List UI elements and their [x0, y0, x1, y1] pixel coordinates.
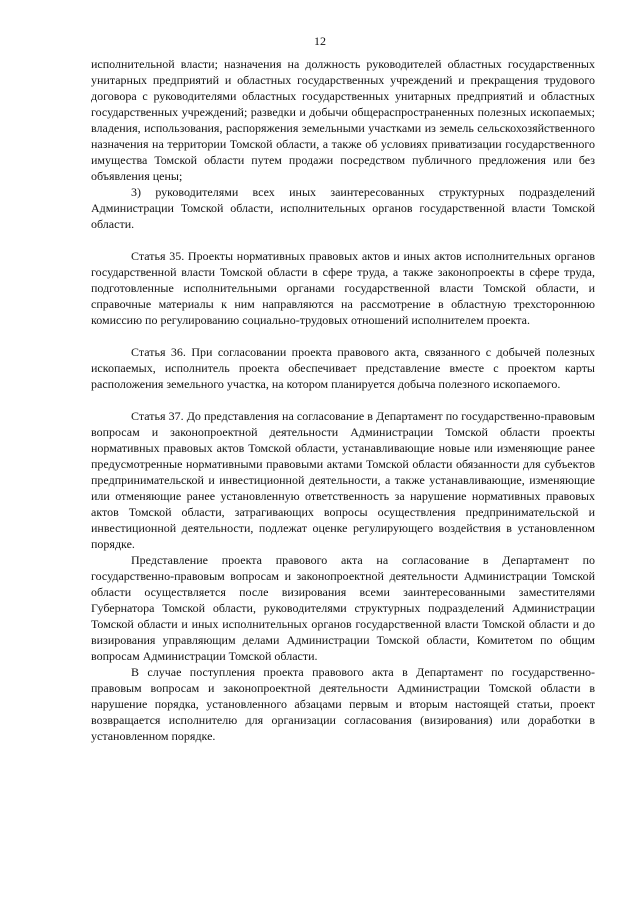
paragraph-continuation: исполнительной власти; назначения на должность руководителей областных государственных унитарных предприятий и областных государственных учреждений и прекращения трудового договора с руководителями областных государственных унитарных предприятий и областных государственных учреждений; разведки и добычи общераспространенных полезных ископаемых; владения, использования, распоряжения земельными участками из земель сельскохозяйственного назначения на территории Томской области, а также об условиях приватизации государственного имущества Томской области путем продажи посредством публичного предложения или без объявления цены; [91, 57, 595, 183]
document-body [91, 56, 595, 744]
page-number: 12 [314, 34, 326, 48]
article-35: Статья 35. Проекты нормативных правовых актов и иных актов исполнительных органов государственной власти Томской области в сфере труда, а также законопроекты в сфере труда, подготовленные исполнительными органами государственной власти Томской области, и справочные материалы к ним направляются на рассмотрение в областную трехстороннюю комиссию по регулированию социально-трудовых отношений исполнителем проекта. [91, 249, 595, 327]
paragraph-item-3: 3) руководителями всех иных заинтересованных структурных подразделений Администрации Томской области, исполнительных органов государственной власти Томской области. [91, 185, 595, 231]
article-36: Статья 36. При согласовании проекта правового акта, связанного с добычей полезных ископаемых, исполнитель проекта обеспечивает представление вместе с проектом карты расположения земельного участка, на котором планируется добыча полезного ископаемого. [91, 345, 595, 391]
article-37-paragraph-2: Представление проекта правового акта на согласование в Департамент по государственно-правовым вопросам и законопроектной деятельности Администрации Томской области осуществляется после визирования всеми заинтересованными заместителями Губернатора Томской области, руководителями структурных подразделений Администрации Томской области и иных исполнительных органов государственной власти Томской области и до визирования управляющим делами Администрации Томской области, Комитетом по общим вопросам Администрации Томской области. [91, 553, 595, 663]
article-37: Статья 37. До представления на согласование в Департамент по государственно-правовым вопросам и законопроектной деятельности Администрации Томской области проекты нормативных правовых актов Томской области, устанавливающие новые или изменяющие ранее предусмотренные нормативными правовыми актами Томской области обязанности для субъектов предпринимательской и инвестиционной деятельности, а также устанавливающие, изменяющие или отменяющие ранее установленную ответственность за нарушение нормативных правовых актов Томской области, затрагивающих вопросы осуществления предпринимательской и инвестиционной деятельности, подлежат оценке регулирующего воздействия в установленном порядке. [91, 409, 595, 551]
article-37-paragraph-3: В случае поступления проекта правового акта в Департамент по государственно-правовым вопросам и законопроектной деятельности Администрации Томской области в нарушение порядка, установленного абзацами первым и вторым настоящей статьи, проект возвращается исполнителю для организации согласования (визирования) или доработки в установленном порядке. [91, 665, 595, 743]
